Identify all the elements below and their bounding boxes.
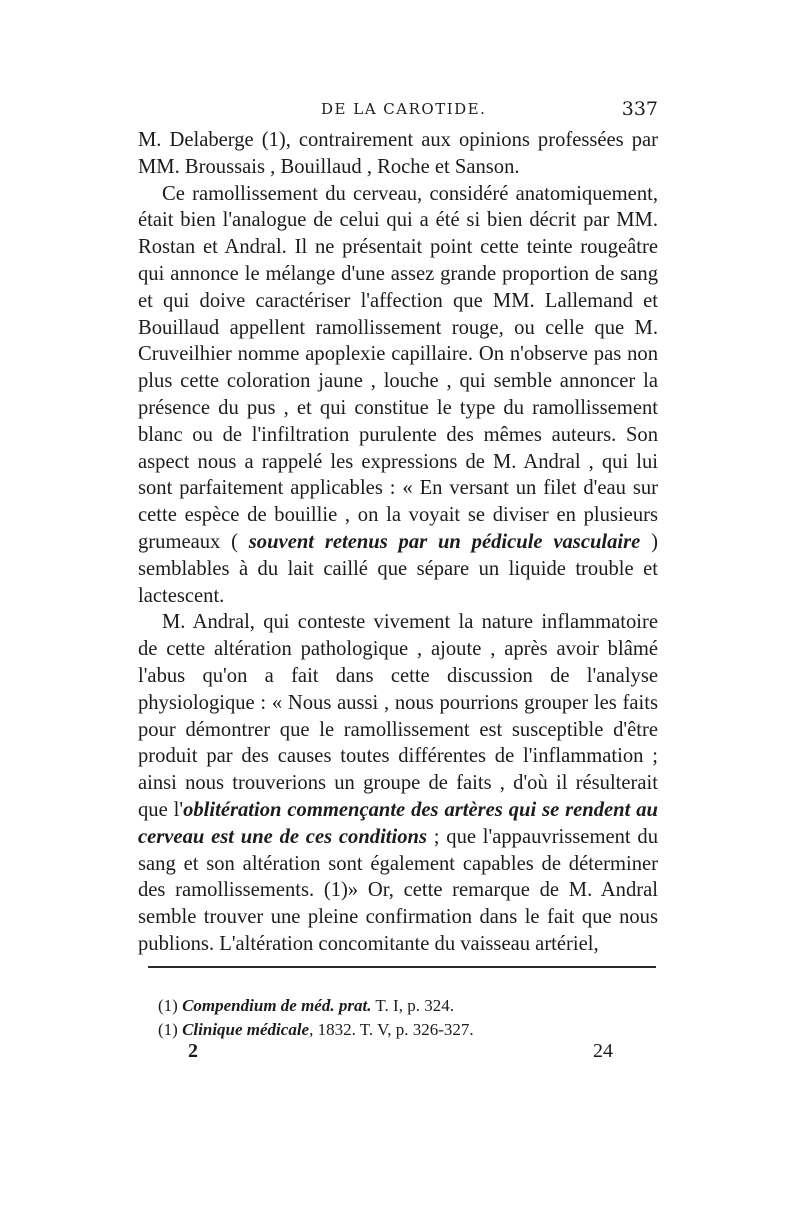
body-text xyxy=(138,127,658,958)
footnote xyxy=(158,1018,658,1042)
signature-row xyxy=(188,1040,613,1070)
paragraph-3-end: ; que l'appauvrissement du sang et son altération sont également capables de déterminer des ramollissements. (1)» Or, cette remarque de M. Andral semble trouver une pleine confirmation dans le fait que nous publions. L'altération concomitante du vaisseau artériel, xyxy=(138,825,658,955)
paragraph-2-text: Ce ramollissement du cerveau, considéré anatomiquement, était bien l'analogue de celui qui a été si bien décrit par MM. Rostan et Andral. Il ne présentait point cette teinte rougeâtre qui annonce le mélange d'une assez grande proportion de sang et qui doive caractériser l'affection que MM. Lallemand et Bouillaud appellent ramollissement rouge, ou celle que M. Cruveilhier nomme apoplexie capillaire. On n'observe pas non plus cette coloration jaune , louche , qui semble annoncer la présence du pus , et qui constitue le type du ramollissement blanc ou de l'infiltration purulente des mêmes auteurs. Son aspect nous a rappelé les expressions de M. Andral , qui lui sont parfaitement applicables : « En versant un filet d'eau sur cette espèce de bouillie , on la voyait se diviser en plusieurs grumeaux ( xyxy=(138,182,658,553)
footnote xyxy=(158,994,658,1018)
footnote-title: Compendium de méd. prat. xyxy=(182,996,372,1015)
footnote-reference: , 1832. T. V, p. 326-327. xyxy=(309,1020,474,1039)
footnote-reference: T. I, p. 324. xyxy=(375,996,454,1015)
page-number: 337 xyxy=(621,98,658,120)
footnotes xyxy=(158,994,658,1042)
signature-number: 24 xyxy=(593,1040,613,1062)
running-head: DE LA CAROTIDE. xyxy=(321,100,487,118)
footnote-marker: (1) xyxy=(158,1020,178,1039)
paragraph-2 xyxy=(138,181,658,610)
page-header xyxy=(138,98,658,126)
footnote-divider xyxy=(148,966,656,968)
paragraph-2-italic: souvent retenus par un pédicule vasculaire xyxy=(248,530,641,553)
footnote-title: Clinique médicale xyxy=(182,1020,310,1039)
paragraph-1: M. Delaberge (1), contrairement aux opinions professées par MM. Broussais , Bouillaud , Roche et Sanson. xyxy=(138,129,658,178)
footnote-marker: (1) xyxy=(158,996,178,1015)
signature-mark: 2 xyxy=(188,1040,198,1062)
paragraph-3 xyxy=(138,609,658,957)
paragraph-2-end: ) semblables à du lait caillé que sépare un liquide trouble et lactescent. xyxy=(138,530,658,607)
paragraph-3-italic: oblitération commençante des artères qui se rendent au cerveau est une de ces conditions xyxy=(138,798,658,848)
paragraph-3-text: M. Andral, qui conteste vivement la nature inflammatoire de cette altération pathologique , ajoute , après avoir blâmé l'abus qu'on a fait dans cette discussion de l'analyse physiologique : « Nous aussi , nous pourrions grouper les faits pour démontrer que le ramollissement est susceptible d'être produit par des causes toutes différentes de l'inflammation ; ainsi nous trouverions un groupe de faits , d'où il résulterait que l' xyxy=(138,611,658,821)
